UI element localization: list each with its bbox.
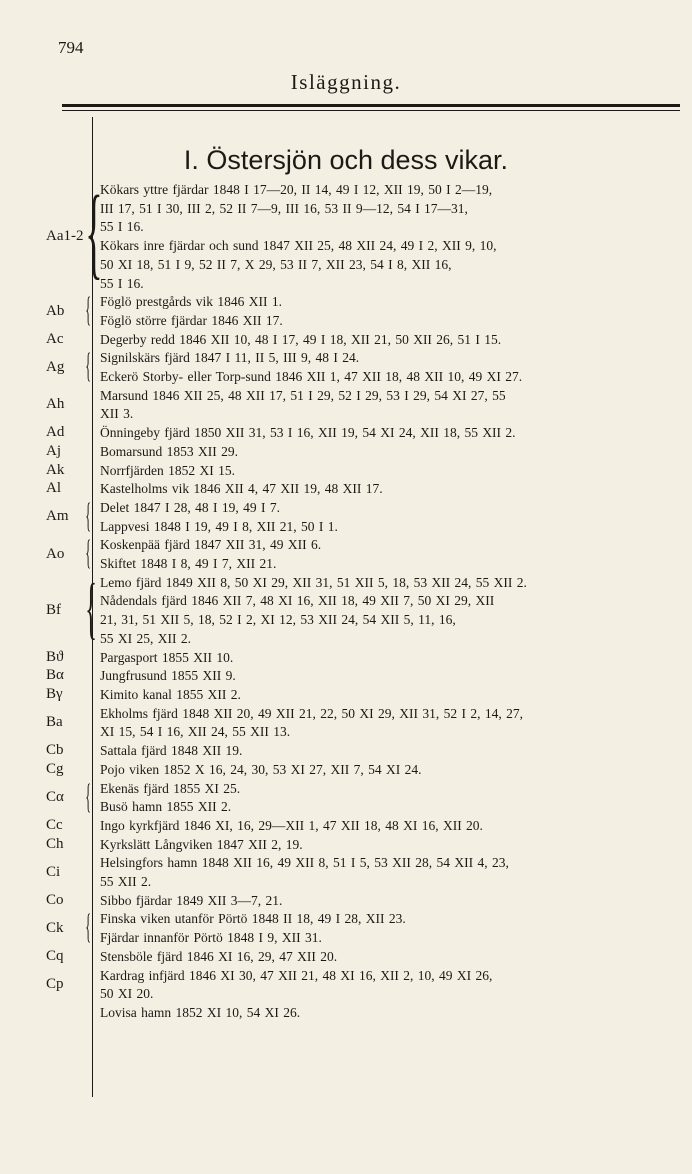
entry: [0, 424, 692, 443]
brace-mark: [82, 443, 92, 462]
brace-mark: {: [85, 569, 97, 646]
station-code: Co: [46, 891, 64, 908]
entry: [0, 742, 692, 761]
entry-text: Pargasport 1855 XII 10.: [100, 649, 234, 665]
brace-mark: [82, 948, 92, 967]
station-code: Al: [46, 480, 61, 497]
entry-text: Kyrkslätt Långviken 1847 XII 2, 19.: [100, 836, 303, 852]
station-code: Ch: [46, 835, 64, 852]
entry: [0, 480, 692, 499]
entry: [0, 667, 692, 686]
brace-mark: [82, 817, 92, 836]
entry-text: Pojo viken 1852 X 16, 24, 30, 53 XI 27, XII 7, 54 XI 24.: [100, 761, 422, 777]
entry-text: Ingo kyrkfjärd 1846 XI, 16, 29—XII 1, 47 XII 18, 48 XI 16, XII 20.: [100, 817, 483, 833]
station-code: Ah: [46, 396, 65, 413]
station-code: Cq: [46, 947, 64, 964]
entry-list: [0, 175, 692, 1023]
entry: [0, 569, 692, 649]
entry-text: Jungfrusund 1855 XII 9.: [100, 668, 236, 684]
station-code: Ao: [46, 545, 65, 562]
entry-text: Kökars yttre fjärdar 1848 I 17—20, II 14, 49 I 12, XII 19, 50 I 2—19, III 17, 51 I 30, III 2, 52 II 7—9, III 16, 53 II 9—12, 54 I 17—31, 55 I 16. Kökars inre fjärdar och sund 1847 XII 25, 48 XII 24, 49 I 2, XII 9, 10, 50 XI 18, 51 I 9, 52 II 7, X 29, 53 II 7, XII 23, 54 I 8, XII 16, 55 I 16.: [100, 182, 497, 291]
station-code: Bα: [46, 667, 64, 684]
entry: [0, 462, 692, 481]
entry: [0, 910, 692, 947]
section-title: I. Östersjön och dess vikar.: [183, 145, 509, 175]
entry: [0, 293, 692, 330]
entry: [0, 777, 692, 817]
entry-text: Föglö prestgårds vik 1846 XII 1. Föglö större fjärdar 1846 XII 17.: [100, 294, 283, 328]
brace-mark: {: [85, 347, 92, 386]
entry-text: Kimito kanal 1855 XII 2.: [100, 686, 241, 702]
station-code: Ba: [46, 714, 63, 731]
brace-mark: [85, 387, 89, 424]
station-code: Ab: [46, 302, 65, 319]
entry-text: Stensböle fjärd 1846 XI 16, 29, 47 XII 20.: [100, 948, 338, 964]
station-code: Cc: [46, 816, 63, 833]
station-code: Bf: [46, 601, 61, 618]
brace-mark: {: [85, 908, 92, 947]
station-code: Ac: [46, 330, 64, 347]
station-code: Cb: [46, 742, 64, 759]
station-code: Ak: [46, 461, 65, 478]
brace-mark: [85, 854, 89, 891]
entry: [0, 892, 692, 911]
entry-text: Marsund 1846 XII 25, 48 XII 17, 51 I 29, 52 I 29, 53 I 29, 54 XI 27, 55 XII 3.: [100, 387, 506, 422]
entry-text: Bomarsund 1853 XII 29.: [100, 443, 238, 459]
entry: [0, 349, 692, 386]
entry-text: Lemo fjärd 1849 XII 8, 50 XI 29, XII 31, 51 XII 5, 18, 53 XII 24, 55 XII 2. Nådendals fjärd 1846 XII 7, 48 XI 16, XII 18, 49 XII 7, 50 XI 29, XII 21, 31, 51 XII 5, 18, 52 I 2, XI 12, 53 XII 24, 54 XII 5, 11, 16, 55 XI 25, XII 2.: [100, 574, 527, 646]
brace-mark: [82, 424, 92, 443]
station-code: Am: [46, 508, 69, 525]
entry-text: Sibbo fjärdar 1849 XII 3—7, 21.: [100, 892, 283, 908]
brace-mark: [82, 1004, 92, 1023]
station-code: Aj: [46, 442, 61, 459]
header-rule-thin: [62, 110, 680, 111]
brace-mark: {: [85, 291, 92, 330]
entry-text: Lovisa hamn 1852 XI 10, 54 XI 26.: [100, 1004, 301, 1020]
brace-mark: {: [85, 534, 92, 573]
entry-text: Helsingfors hamn 1848 XII 16, 49 XII 8, 51 I 5, 53 XII 28, 54 XII 4, 23, 55 XII 2.: [100, 855, 509, 890]
brace-mark: {: [85, 496, 92, 535]
brace-mark: [82, 462, 92, 481]
brace-mark: [85, 705, 89, 742]
brace-mark: {: [85, 175, 103, 289]
station-code: Aa1-2: [46, 227, 84, 244]
brace-mark: [82, 836, 92, 855]
entry: [0, 948, 692, 967]
entry-text: Kardrag infjärd 1846 XI 30, 47 XII 21, 48 XI 16, XII 2, 10, 49 XI 26, 50 XI 20.: [100, 967, 493, 1002]
entry: [0, 387, 692, 424]
brace-mark: [82, 742, 92, 761]
entry-text: Kastelholms vik 1846 XII 4, 47 XII 19, 48 XII 17.: [100, 481, 383, 497]
brace-mark: [85, 967, 89, 1004]
entry: [0, 536, 692, 573]
brace-mark: [82, 649, 92, 668]
entry: [0, 967, 692, 1004]
entry-text: Signilskärs fjärd 1847 I 11, II 5, III 9, 48 I 24. Eckerö Storby- eller Torp-sund 1846 XII 1, 47 XII 18, 48 XII 10, 49 XI 27.: [100, 350, 523, 385]
brace-mark: [82, 667, 92, 686]
station-code: Cg: [46, 760, 64, 777]
entry-text: Koskenpää fjärd 1847 XII 31, 49 XII 6. Skiftet 1848 I 8, 49 I 7, XII 21.: [100, 537, 322, 572]
page-number: 794: [58, 38, 84, 57]
station-code: Bγ: [46, 685, 63, 702]
station-code: Ad: [46, 424, 65, 441]
entry: [0, 649, 692, 668]
entry-text: Delet 1847 I 28, 48 I 19, 49 I 7. Lappvesi 1848 I 19, 49 I 8, XII 21, 50 I 1.: [100, 499, 338, 534]
station-code: Bϑ: [46, 648, 64, 665]
station-code: Cp: [46, 975, 64, 992]
station-code: Cα: [46, 788, 64, 805]
entry: [0, 817, 692, 836]
entry-text: Ekenäs fjärd 1855 XI 25. Busö hamn 1855 XII 2.: [100, 780, 241, 815]
entry: [0, 705, 692, 742]
entry: [0, 836, 692, 855]
entry: [0, 175, 692, 293]
station-code: Ag: [46, 358, 65, 375]
entry: [0, 331, 692, 350]
header-rule-thick: [62, 104, 680, 107]
brace-mark: [82, 686, 92, 705]
entry: [0, 1004, 692, 1023]
entry: [0, 761, 692, 780]
entry: [0, 686, 692, 705]
entry-text: Önningeby fjärd 1850 XII 31, 53 I 16, XII 19, 54 XI 24, XII 18, 55 XII 2.: [100, 425, 516, 441]
station-code: Ci: [46, 863, 61, 880]
running-title: Isläggning.: [290, 70, 402, 94]
entry-text: Norrfjärden 1852 XI 15.: [100, 462, 235, 478]
entry-text: Degerby redd 1846 XII 10, 48 I 17, 49 I 18, XII 21, 50 XII 26, 51 I 15.: [100, 331, 502, 347]
entry: [0, 854, 692, 891]
entry: [0, 496, 692, 536]
brace-mark: {: [85, 777, 92, 816]
entry: [0, 443, 692, 462]
entry-text: Sattala fjärd 1848 XII 19.: [100, 743, 243, 759]
entry-text: Finska viken utanför Pörtö 1848 II 18, 49 I 28, XII 23. Fjärdar innanför Pörtö 1848 I 9, XII 31.: [100, 911, 406, 946]
station-code: Ck: [46, 919, 64, 936]
entry-text: Ekholms fjärd 1848 XII 20, 49 XII 21, 22, 50 XI 29, XII 31, 52 I 2, 14, 27, XI 15, 54 I 16, XII 24, 55 XII 13.: [100, 705, 523, 740]
